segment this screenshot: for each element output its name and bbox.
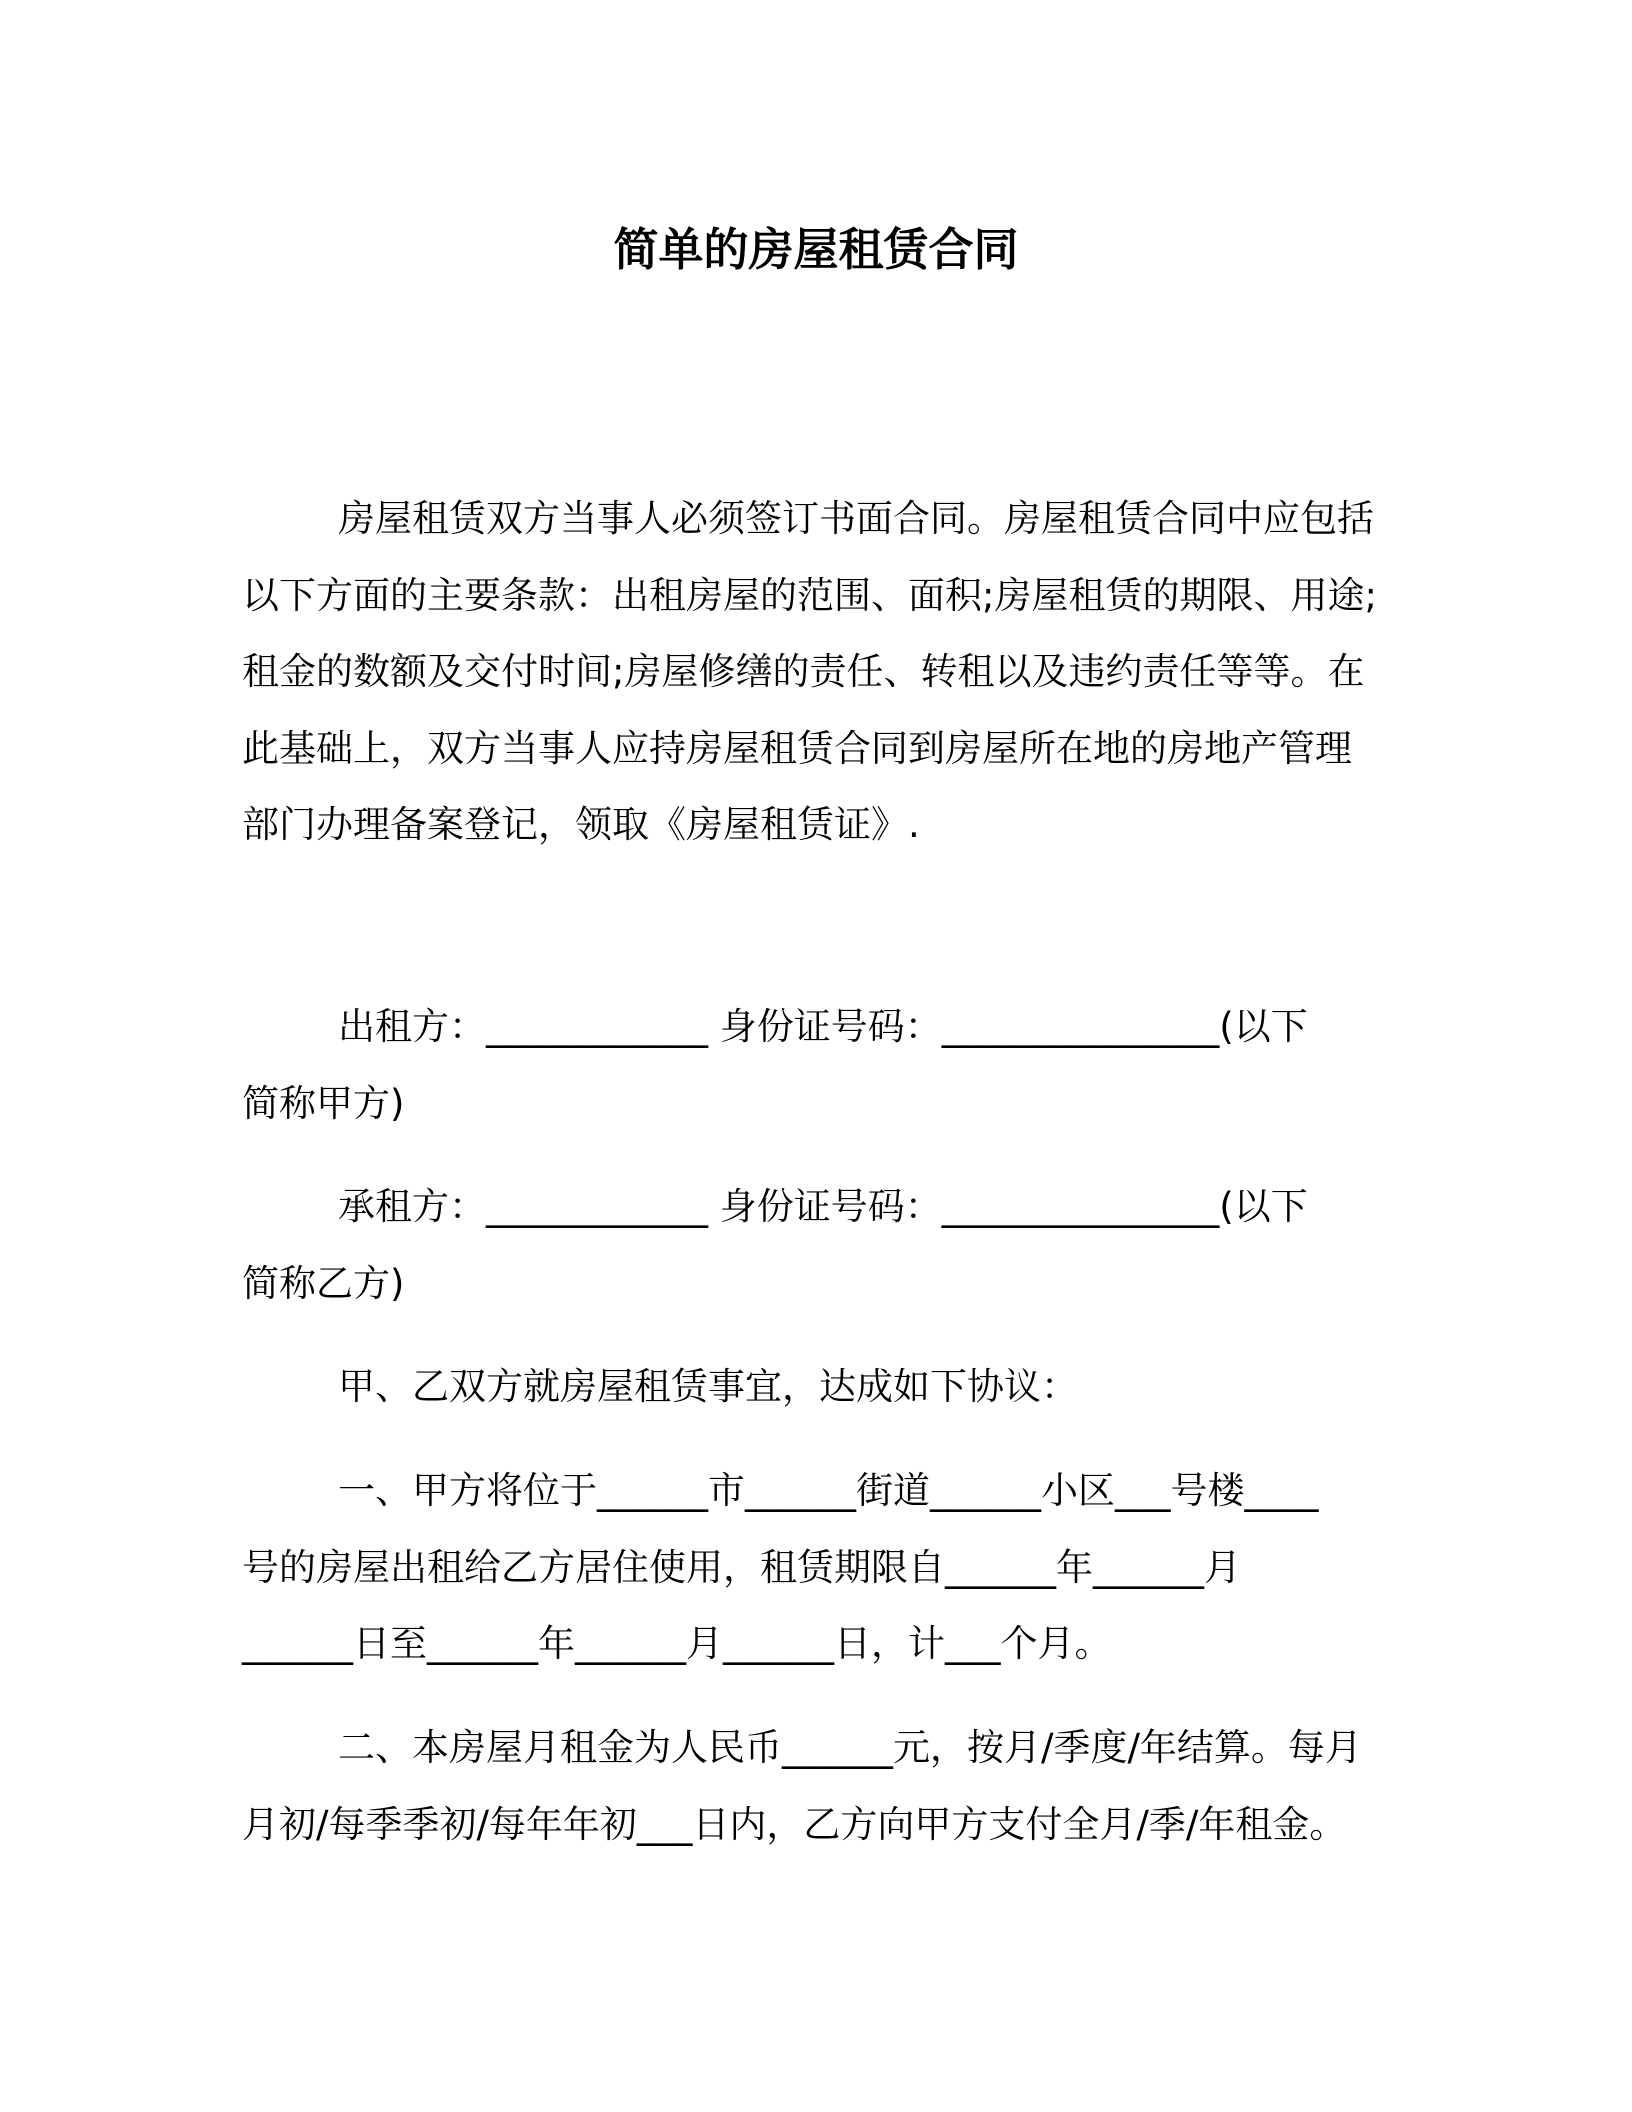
lessor-id-blank[interactable]: _______________ bbox=[941, 1005, 1220, 1048]
clause-2-paragraph bbox=[242, 1710, 1392, 1863]
intro-paragraph bbox=[242, 481, 1392, 864]
lessor-label: 出租方： bbox=[338, 1005, 486, 1048]
lessor-line bbox=[242, 989, 1392, 1066]
lessee-paragraph bbox=[242, 1169, 1392, 1322]
lessee-line bbox=[242, 1169, 1392, 1246]
lessor-paragraph bbox=[242, 989, 1392, 1142]
intro-line: 租金的数额及交付时间;房屋修缮的责任、转租以及违约责任等等。在 bbox=[242, 650, 1365, 693]
clause-2-line: 二、本房屋月租金为人民币______元，按月/季度/年结算。每月 bbox=[338, 1726, 1362, 1769]
lessee-name-blank[interactable]: ____________ bbox=[486, 1185, 708, 1228]
lessor-alias: 简称甲方) bbox=[242, 1081, 405, 1125]
clause-2-line: 月初/每季季初/每年年初___日内，乙方向甲方支付全月/季/年租金。 bbox=[242, 1802, 1347, 1846]
lessee-suffix: (以下 bbox=[1219, 1185, 1308, 1228]
lessor-suffix: (以下 bbox=[1219, 1005, 1308, 1048]
clause-1-line: 一、甲方将位于______市______街道______小区___号楼____ bbox=[338, 1469, 1319, 1512]
document-title: 简单的房屋租赁合同 bbox=[613, 223, 1019, 276]
intro-line: 以下方面的主要条款：出租房屋的范围、面积;房屋租赁的期限、用途; bbox=[242, 573, 1377, 617]
clause-1-line: 号的房屋出租给乙方居住使用，租赁期限自______年______月 bbox=[242, 1545, 1241, 1589]
lessor-name-blank[interactable]: ____________ bbox=[486, 1005, 708, 1048]
intro-line: 房屋租赁双方当事人必须签订书面合同。房屋租赁合同中应包括 bbox=[338, 497, 1374, 540]
lessee-id-label: 身份证号码： bbox=[708, 1185, 942, 1228]
lessee-id-blank[interactable]: _______________ bbox=[941, 1185, 1220, 1228]
agreement-intro-paragraph bbox=[242, 1349, 1392, 1426]
intro-line: 此基础上，双方当事人应持房屋租赁合同到房屋所在地的房地产管理 bbox=[242, 726, 1352, 770]
clause-1-line: ______日至______年______月______日，计___个月。 bbox=[242, 1622, 1112, 1665]
clause-1-paragraph bbox=[242, 1453, 1392, 1683]
lessee-alias: 简称乙方) bbox=[242, 1261, 405, 1305]
agreement-intro: 甲、乙双方就房屋租赁事宜，达成如下协议： bbox=[338, 1365, 1078, 1408]
lessor-id-label: 身份证号码： bbox=[708, 1005, 942, 1048]
lessee-label: 承租方： bbox=[338, 1185, 486, 1228]
intro-line: 部门办理备案登记，领取《房屋租赁证》. bbox=[242, 803, 920, 846]
